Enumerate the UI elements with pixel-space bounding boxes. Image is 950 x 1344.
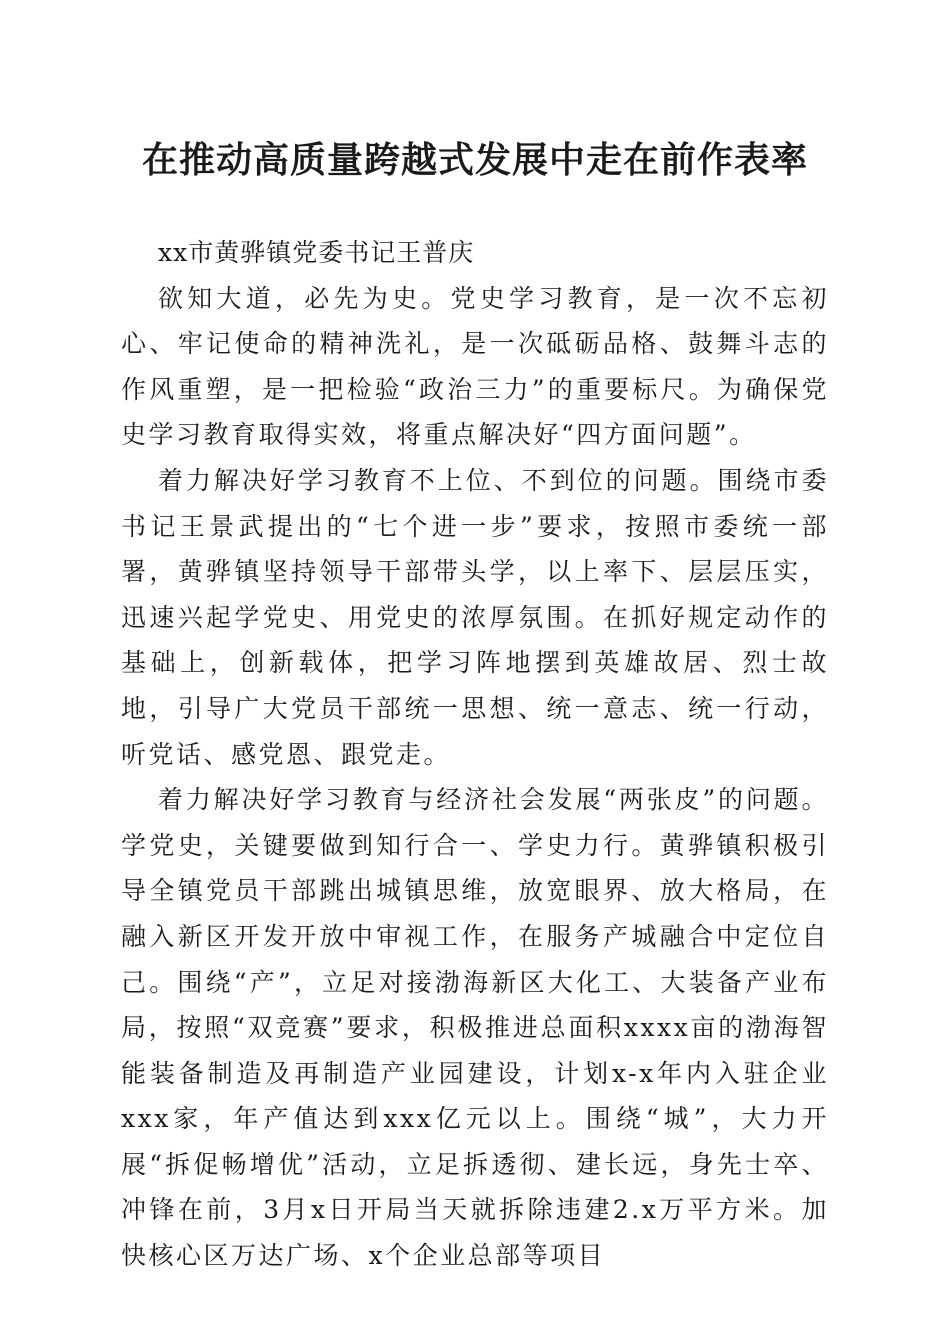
paragraph-3: 着力解决好学习教育与经济社会发展“两张皮”的问题。学党史，关键要做到知行合一、学史力行。黄骅镇积极引导全镇党员干部跳出城镇思维，放宽眼界、放大格局，在融入新区开发开放中审视工作，在服务产城融合中定位自己。围绕“产”，立足对接渤海新区大化工、大装备产业布局，按照“双竞赛”要求，积极推进总面积xxxx亩的渤海智能装备制造及再制造产业园建设，计划x-x年内入驻企业xxx家，年产值达到xxx亿元以上。围绕“城”，大力开展“拆促畅增优”活动，立足拆透彻、建长远，身先士卒、冲锋在前，3月x日开局当天就拆除违建2.x万平方米。加快核心区万达广场、x个企业总部等项目 — [121, 785, 829, 1271]
document-title: 在推动高质量跨越式发展中走在前作表率 — [141, 139, 808, 181]
document-body — [121, 230, 829, 1279]
author-line: xx市黄骅镇党委书记王普庆 — [158, 238, 475, 267]
paragraph-2: 着力解决好学习教育不上位、不到位的问题。围绕市委书记王景武提出的“七个进一步”要求，按照市委统一部署，黄骅镇坚持领导干部带头学，以上率下、层层压实，迅速兴起学党史、用党史的浓厚氛围。在抓好规定动作的基础上，创新载体，把学习阵地摆到英雄故居、烈士故地，引导广大党员干部统一思想、统一意志、统一行动，听党话、感党恩、跟党走。 — [121, 465, 829, 769]
paragraph-1: 欲知大道，必先为史。党史学习教育，是一次不忘初心、牢记使命的精神洗礼，是一次砥砺品格、鼓舞斗志的作风重塑，是一把检验“政治三力”的重要标尺。为确保党史学习教育取得实效，将重点解决好“四方面问题”。 — [121, 283, 829, 450]
